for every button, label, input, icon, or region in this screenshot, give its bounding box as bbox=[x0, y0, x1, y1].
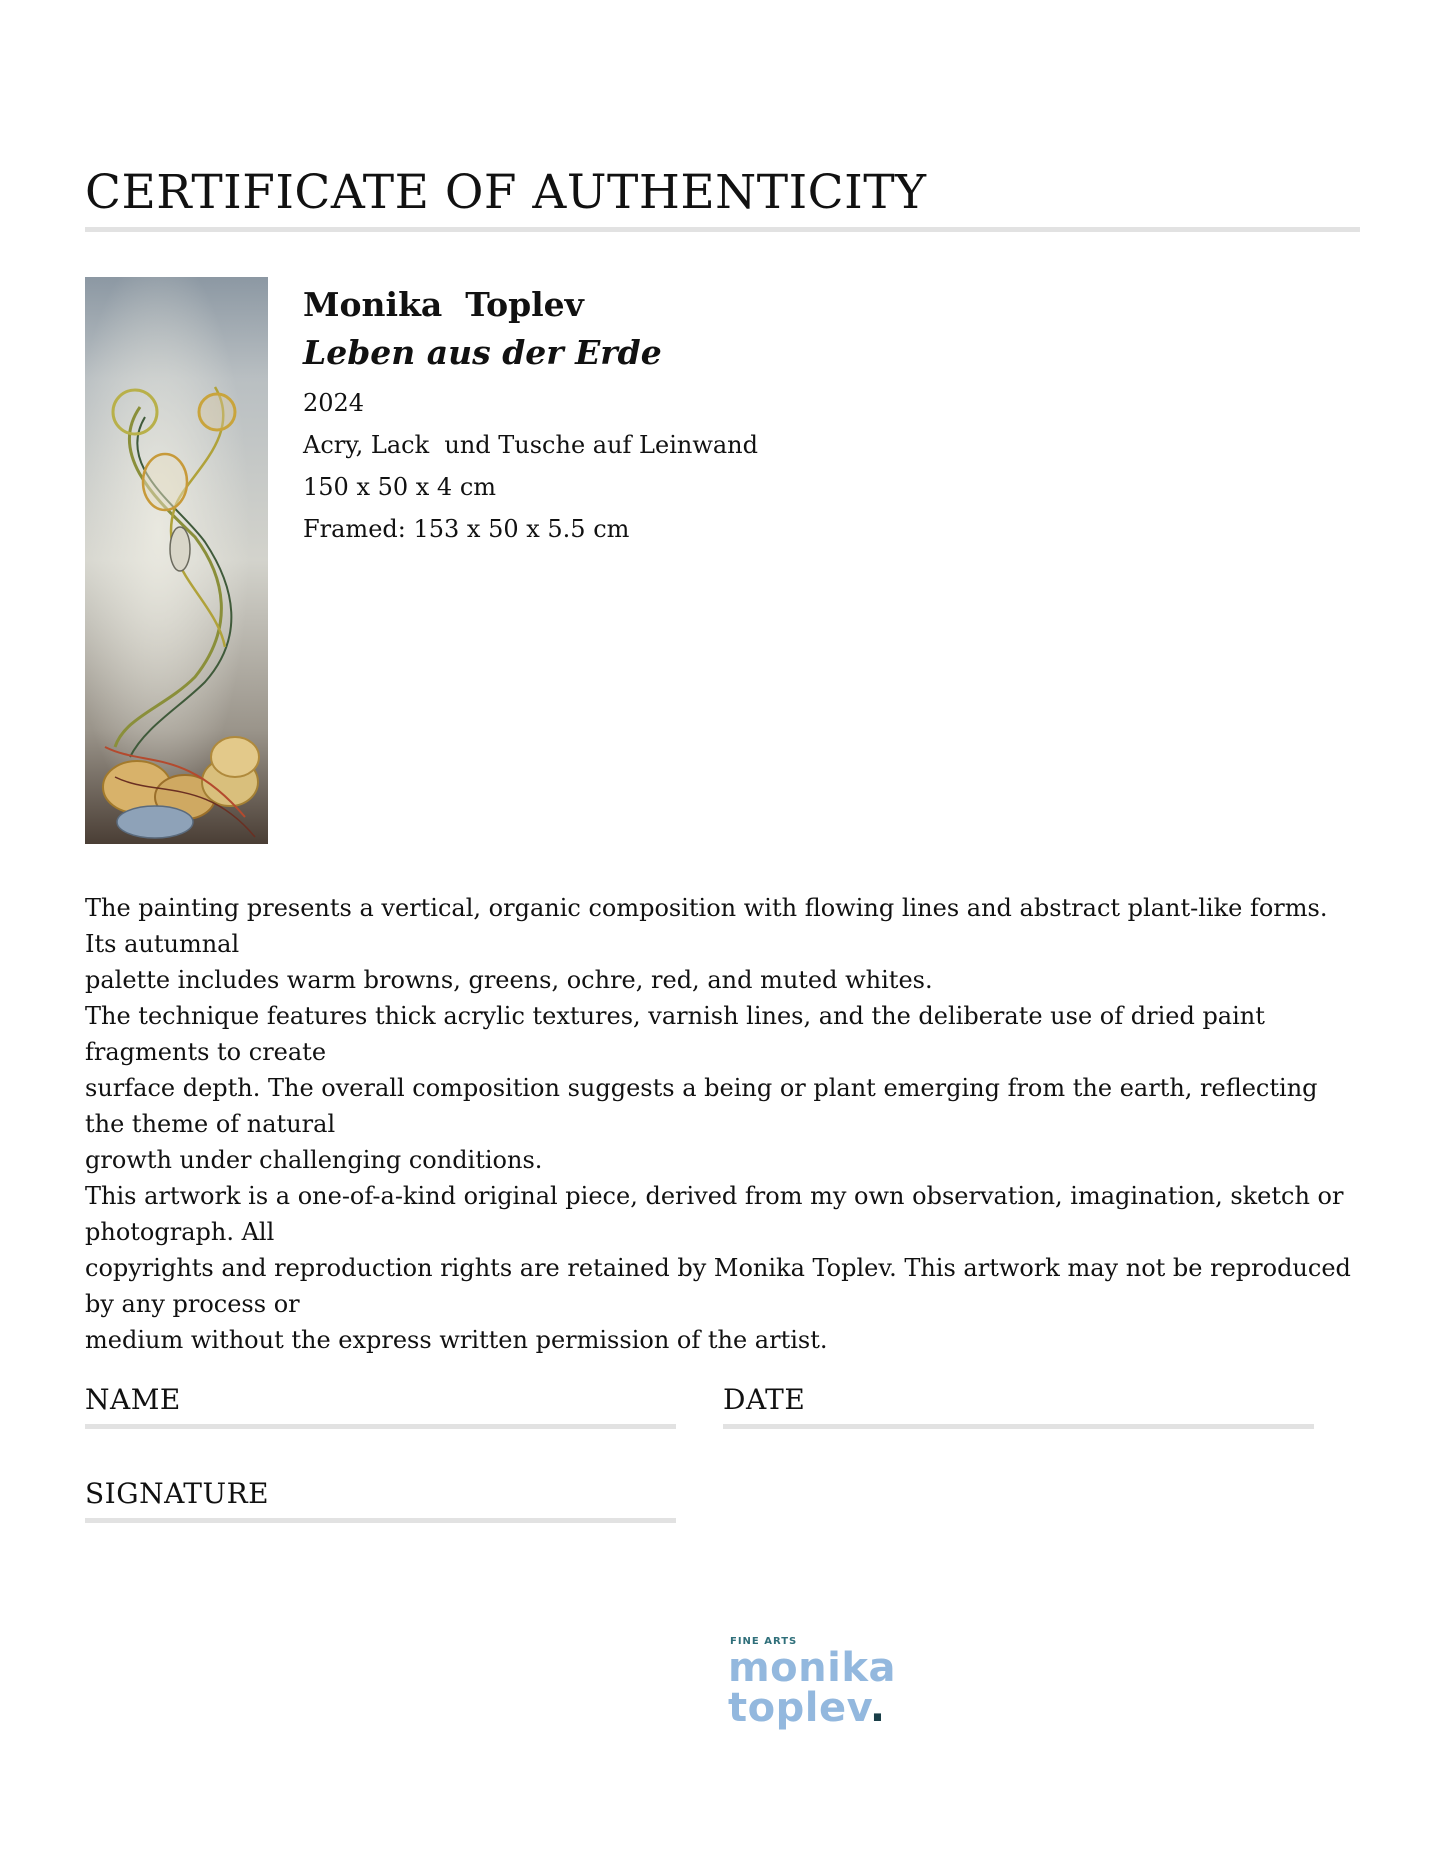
artist-name: Monika Toplev bbox=[303, 285, 584, 324]
signature-line[interactable] bbox=[85, 1518, 676, 1523]
description-paragraph: The painting presents a vertical, organic composition with flowing lines and abstract plant-like forms. Its autumnal palette includes warm browns, greens, ochre, red, and muted whites. bbox=[85, 894, 1328, 994]
logo-line-1: monika bbox=[728, 1645, 896, 1691]
date-label: DATE bbox=[723, 1383, 806, 1416]
artwork-framed-dimensions: Framed: 153 x 50 x 5.5 cm bbox=[303, 515, 630, 543]
artwork-details bbox=[303, 282, 1103, 550]
name-label: NAME bbox=[85, 1383, 181, 1416]
logo-tagline: FINE ARTS bbox=[730, 1636, 798, 1647]
artwork-dimensions: 150 x 50 x 4 cm bbox=[303, 473, 497, 501]
artwork-medium: Acry, Lack und Tusche auf Leinwand bbox=[303, 431, 759, 459]
name-line[interactable] bbox=[85, 1424, 676, 1429]
artwork-title: Leben aus der Erde bbox=[303, 333, 662, 372]
copyright-paragraph: This artwork is a one-of-a-kind original piece, derived from my own observation, imagination, sketch or photograph. All copyrights and reproduction rights are retained by Monika Toplev. This artwork may not be reproduced by any process or medium without the express written permission of the artist. bbox=[85, 1182, 1351, 1354]
brand-logo bbox=[645, 1636, 896, 1731]
artwork-image bbox=[85, 277, 268, 844]
artwork-year: 2024 bbox=[303, 389, 365, 417]
certificate-page bbox=[85, 0, 1360, 1870]
logo-line-2-text: toplev bbox=[728, 1685, 870, 1731]
signature-label: SIGNATURE bbox=[85, 1477, 270, 1510]
technique-paragraph: The technique features thick acrylic textures, varnish lines, and the deliberate use of dried paint fragments to create surface depth. The overall composition suggests a being or plant emerging from the earth, reflecting the theme of natural growth under challenging conditions. bbox=[85, 1002, 1318, 1174]
logo-dot: . bbox=[869, 1685, 886, 1731]
title-divider bbox=[85, 227, 1360, 232]
logo-line-2 bbox=[728, 1685, 886, 1731]
page-title: CERTIFICATE OF AUTHENTICITY bbox=[85, 165, 927, 220]
date-line[interactable] bbox=[723, 1424, 1314, 1429]
